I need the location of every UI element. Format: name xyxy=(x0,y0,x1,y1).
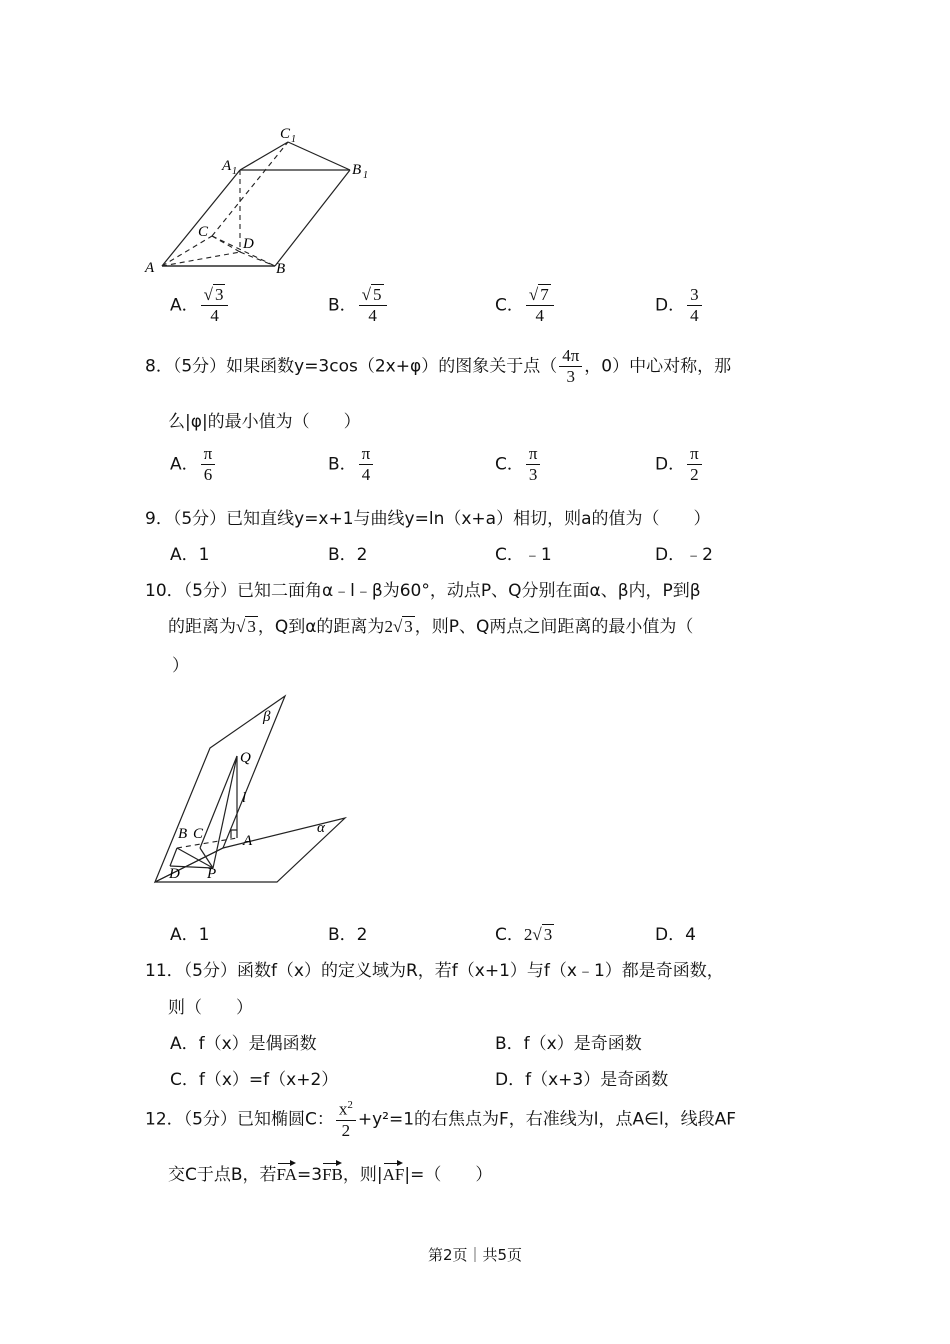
q11-stem-line1: 11．（5分）函数f（x）的定义域为R，若f（x+1）与f（x﹣1）都是奇函数， xyxy=(145,961,724,981)
label-D: D xyxy=(169,866,180,882)
label-C1: C xyxy=(280,126,291,142)
q8-stem-line2: 么|φ|的最小值为（ ） xyxy=(168,412,361,432)
q10-stem-line3: ） xyxy=(172,656,189,676)
q11-option-d[interactable]: D．f（x+3）是奇函数 xyxy=(495,1070,669,1090)
label-B: B xyxy=(276,261,286,277)
q12-stem-line1: 12．（5分）已知椭圆C： $\frac{x^2}{2}$ +y²=1的右焦点为F，右准线为l，点A∈l，线段AF xyxy=(145,1099,737,1140)
label-P: P xyxy=(207,866,217,882)
label-B1: B xyxy=(352,162,362,178)
q11-option-b[interactable]: B．f（x）是奇函数 xyxy=(495,1034,642,1054)
label-A: A xyxy=(243,833,253,849)
q10-stem-line2: 的距离为√ 3 ，Q到α的距离为2√ 3 ，则P、Q两点之间距离的最小值为（ xyxy=(168,617,694,637)
svg-text:1: 1 xyxy=(232,166,237,177)
q10-option-d[interactable]: D．4 xyxy=(655,925,696,945)
q8-option-d[interactable]: D． $\frac{\pi}{2}$ xyxy=(655,445,704,484)
q7-option-d[interactable]: D． $\frac{3}{4}$ xyxy=(655,286,704,325)
q10-stem-line1: 10．（5分）已知二面角α﹣l﹣β为60°，动点P、Q分别在面α、β内，P到β xyxy=(145,581,701,601)
label-beta: β xyxy=(263,709,271,725)
q12-stem-line2: 交C于点B，若FA=3FB，则|AF|=（ ） xyxy=(168,1160,492,1185)
prism-figure xyxy=(140,120,380,280)
q11-stem-line2: 则（ ） xyxy=(168,998,253,1018)
q9-stem: 9．（5分）已知直线y=x+1与曲线y=ln（x+a）相切，则a的值为（ ） xyxy=(145,509,711,529)
q11-option-a[interactable]: A．f（x）是偶函数 xyxy=(170,1034,317,1054)
label-C: C xyxy=(198,224,209,240)
label-D: D xyxy=(243,236,254,252)
label-A1: A xyxy=(222,158,232,174)
label-B: B xyxy=(178,826,188,842)
q8-option-b[interactable]: B． $\frac{\pi}{4}$ xyxy=(328,445,375,484)
q7-option-a[interactable]: A． $\frac{√ 3}{4}$ xyxy=(170,286,230,325)
q9-option-d[interactable]: D．﹣2 xyxy=(655,545,713,565)
page-footer: 第2页｜共5页 xyxy=(427,1246,523,1264)
svg-text:1: 1 xyxy=(363,170,368,181)
label-l: l xyxy=(242,790,247,806)
q11-option-c[interactable]: C．f（x）=f（x+2） xyxy=(170,1070,339,1090)
q9-option-a[interactable]: A．1 xyxy=(170,545,210,565)
q9-option-c[interactable]: C．﹣1 xyxy=(495,545,552,565)
q7-option-c[interactable]: C． $\frac{√ 7}{4}$ xyxy=(495,286,556,325)
q10-option-a[interactable]: A．1 xyxy=(170,925,210,945)
q8-option-a[interactable]: A． $\frac{\pi}{6}$ xyxy=(170,445,217,484)
q9-option-b[interactable]: B．2 xyxy=(328,545,368,565)
label-A: A xyxy=(145,260,155,276)
label-alpha: α xyxy=(317,820,325,836)
q10-option-b[interactable]: B．2 xyxy=(328,925,368,945)
q8-option-c[interactable]: C． $\frac{\pi}{3}$ xyxy=(495,445,542,484)
dihedral-figure xyxy=(145,688,360,888)
svg-text:1: 1 xyxy=(291,134,296,145)
q8-stem-line1: 8．（5分）如果函数y=3cos（2x+φ）的图象关于点（ $\frac{4\pi}{3}$ ，0）中心对称，那 xyxy=(145,346,732,386)
label-C: C xyxy=(193,826,204,842)
q10-option-c[interactable]: C．2√ 3 xyxy=(495,925,553,945)
q7-option-b[interactable]: B． $\frac{√ 5}{4}$ xyxy=(328,286,389,325)
label-Q: Q xyxy=(240,750,251,766)
